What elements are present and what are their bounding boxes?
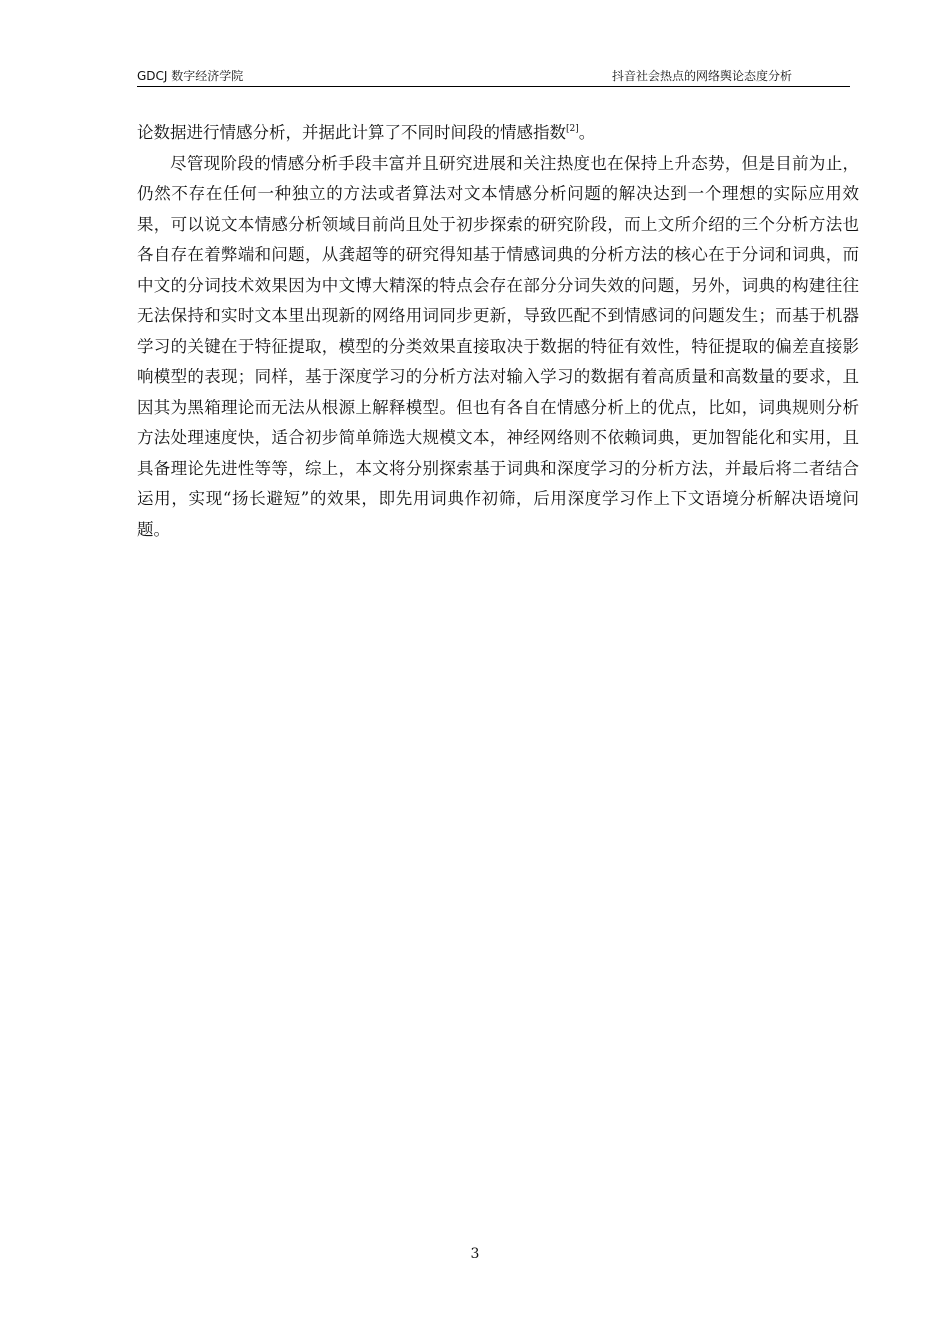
page-number: 3 <box>470 1246 480 1262</box>
page-header <box>137 66 850 87</box>
body-text <box>137 118 859 545</box>
header-institution: GDCJ 数字经济学院 <box>137 69 244 83</box>
header-document-title: 抖音社会热点的网络舆论态度分析 <box>611 69 792 83</box>
paragraph-end-punctuation: 。 <box>578 123 596 142</box>
paragraph-text: 论数据进行情感分析，并据此计算了不同时间段的情感指数 <box>137 123 566 142</box>
paragraph-continuation <box>137 118 859 149</box>
citation-reference: [2] <box>566 124 579 134</box>
paragraph-main: 尽管现阶段的情感分析手段丰富并且研究进展和关注热度也在保持上升态势，但是目前为止，仍然不存在任何一种独立的方法或者算法对文本情感分析问题的解决达到一个理想的实际应用效果，可以说文本情感分析领域目前尚且处于初步探索的研究阶段，而上文所介绍的三个分析方法也各自存在着弊端和问题，从龚超等的研究得知基于情感词典的分析方法的核心在于分词和词典，而中文的分词技术效果因为中文博大精深的特点会存在部分分词失效的问题，另外，词典的构建往往无法保持和实时文本里出现新的网络用词同步更新，导致匹配不到情感词的问题发生；而基于机器学习的关键在于特征提取，模型的分类效果直接取决于数据的特征有效性，特征提取的偏差直接影响模型的表现；同样，基于深度学习的分析方法对输入学习的数据有着高质量和高数量的要求，且因其为黑箱理论而无法从根源上解释模型。但也有各自在情感分析上的优点，比如，词典规则分析方法处理速度快，适合初步简单筛选大规模文本，神经网络则不依赖词典，更加智能化和实用，且具备理论先进性等等，综上，本文将分别探索基于词典和深度学习的分析方法，并最后将二者结合运用，实现“扬长避短”的效果，即先用词典作初筛，后用深度学习作上下文语境分析解决语境问题。 <box>137 153 859 539</box>
